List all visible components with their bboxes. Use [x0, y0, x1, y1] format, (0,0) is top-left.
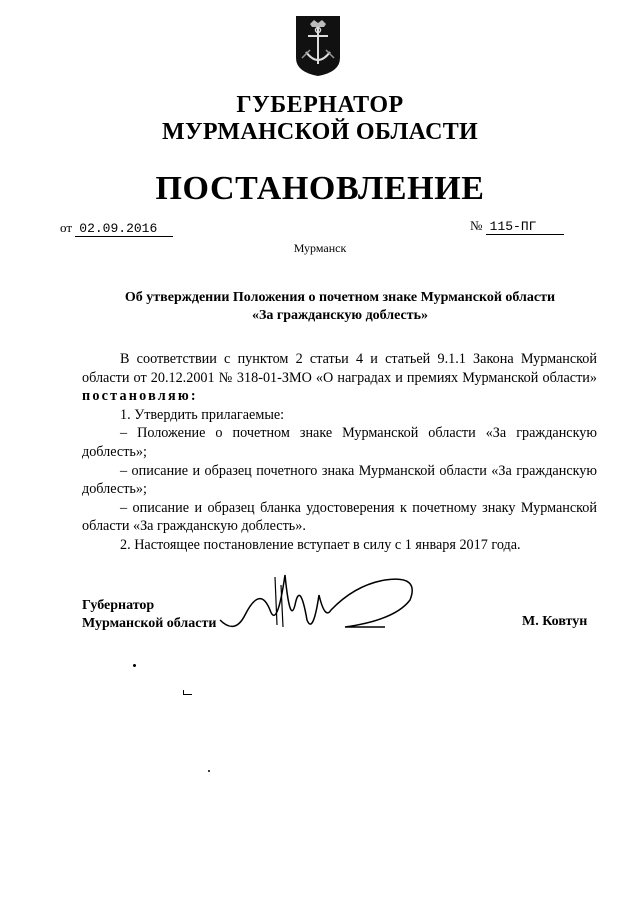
- document-subject: [80, 289, 600, 325]
- signatory-name: М. Ковтун: [522, 614, 588, 629]
- document-body: [82, 350, 597, 555]
- intro-text: В соответствии с пунктом 2 статьи 4 и статьей 9.1.1 Закона Мурманской области от 20.12.2001 № 318-01-ЗМО «О наградах и премиях Мурманской области»: [82, 351, 597, 386]
- scan-speck-2: [208, 770, 210, 772]
- header-governor: ГУБЕРНАТОР: [236, 92, 404, 118]
- scan-speck: [133, 664, 136, 667]
- scan-mark: [183, 690, 192, 695]
- subitem-1: – Положение о почетном знаке Мурманской области «За гражданскую доблесть»;: [82, 425, 597, 460]
- date-line: [60, 220, 173, 237]
- signatory-title-line-1: Губернатор: [82, 598, 155, 613]
- number-value: 115-ПГ: [486, 219, 565, 235]
- number-line: [470, 218, 564, 235]
- document-type-title: ПОСТАНОВЛЕНИЕ: [155, 170, 485, 207]
- body-intro: [82, 350, 597, 406]
- resolve-colon: :: [190, 388, 196, 405]
- resolve-word: постановляю: [82, 388, 191, 405]
- signatory-title-line-2: Мурманской области: [82, 616, 217, 631]
- item-2: 2. Настоящее постановление вступает в силу с 1 января 2017 года.: [120, 536, 521, 553]
- subitem-2: – описание и образец почетного знака Мурманской области «За гражданскую доблесть»;: [82, 462, 597, 498]
- header-region: МУРМАНСКОЙ ОБЛАСТИ: [162, 119, 478, 145]
- subject-line-2: «За гражданскую доблесть»: [251, 308, 429, 323]
- item-1: 1. Утвердить прилагаемые:: [120, 406, 285, 423]
- handwritten-signature: [215, 565, 425, 655]
- city-label: Мурманск: [293, 241, 347, 255]
- number-prefix: №: [470, 218, 483, 233]
- date-value: 02.09.2016: [75, 221, 173, 237]
- signatory-title: [82, 597, 216, 633]
- subject-line-1: Об утверждении Положения о почетном знаке Мурманской области: [124, 290, 556, 305]
- subitem-3: – описание и образец бланка удостоверения к почетному знаку Мурманской области «За гражданскую доблесть».: [82, 499, 597, 535]
- coat-of-arms-emblem: [294, 14, 342, 78]
- date-prefix: от: [60, 220, 73, 235]
